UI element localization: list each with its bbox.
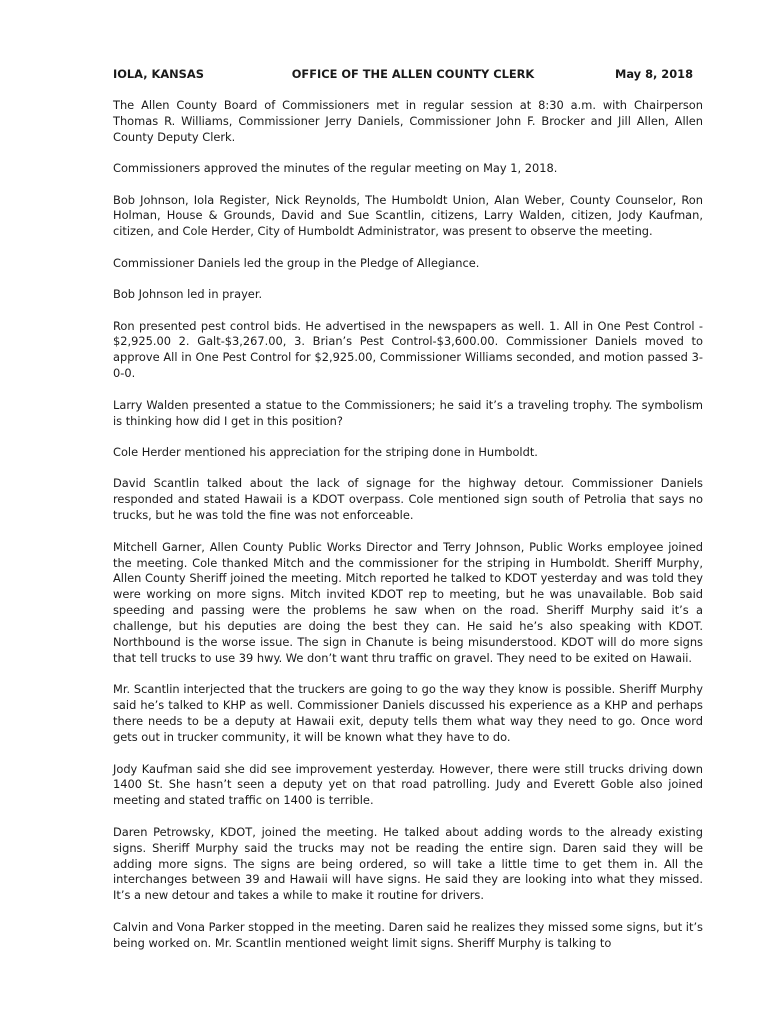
paragraph-kaufman: Jody Kaufman said she did see improvement yesterday. However, there were still trucks driving down 1400 St. She hasn’t seen a deputy yet on that road patrolling. Judy and Everett Goble also joined meeting and stated traffic on 1400 is terrible. <box>113 761 703 808</box>
paragraph-pledge: Commissioner Daniels led the group in the Pledge of Allegiance. <box>113 255 480 270</box>
header-date: May 8, 2018 <box>615 67 693 81</box>
paragraph-kdot: Daren Petrowsky, KDOT, joined the meeting. He talked about adding words to the already existing signs. Sheriff Murphy said the trucks may not be reading the entire sign. Daren said they will be adding more signs. The signs are being ordered, so will take a little time to get them in. All the interchanges between 39 and Hawaii will have signs. He said they are looking into what they missed. It’s a new detour and takes a while to make it routine for drivers. <box>113 824 703 903</box>
paragraph-pest-control: Ron presented pest control bids. He advertised in the newspapers as well. 1. All in One Pest Control - $2,925.00 2. Galt-$3,267.00, 3. Brian’s Pest Control-$3,600.00. Commissioner Daniels moved to approve All in One Pest Control for $2,925.00, Commissioner Williams seconded, and motion passed 3-0-0. <box>113 318 703 381</box>
header-office: OFFICE OF THE ALLEN COUNTY CLERK <box>291 67 535 81</box>
paragraph-striping: Cole Herder mentioned his appreciation for the striping done in Humboldt. <box>113 445 538 459</box>
paragraph-observers: Bob Johnson, Iola Register, Nick Reynolds, The Humboldt Union, Alan Weber, County Counselor, Ron Holman, House & Grounds, David and Sue Scantlin, citizens, Larry Walden, citizen, Jody Kaufman, citizen, and Cole Herder, City of Humboldt Administrator, was present to observe the meeting. <box>113 192 703 239</box>
document-header <box>113 67 703 83</box>
header-location: IOLA, KANSAS <box>113 67 204 81</box>
paragraph-prayer: Bob Johnson led in prayer. <box>113 287 263 302</box>
document-page <box>113 67 703 967</box>
document-body <box>113 98 703 952</box>
paragraph-parker: Calvin and Vona Parker stopped in the meeting. Daren said he realizes they missed some signs, but it’s being worked on. Mr. Scantlin mentioned weight limit signs. Sheriff Murphy is talking to <box>113 919 703 950</box>
paragraph-scantlin: Mr. Scantlin interjected that the truckers are going to go the way they know is possible. Sheriff Murphy said he’s talked to KHP as well. Commissioner Daniels discussed his experience as a KHP and perhaps there needs to be a deputy at Hawaii exit, deputy tells them what way they need to go. Once word gets out in trucker community, it will be known what they have to do. <box>113 682 703 745</box>
paragraph-statue: Larry Walden presented a statue to the Commissioners; he said it’s a traveling trophy. The symbolism is thinking how did I get in this position? <box>113 397 703 428</box>
paragraph-detour-signage: David Scantlin talked about the lack of signage for the highway detour. Commissioner Daniels responded and stated Hawaii is a KDOT overpass. Cole mentioned sign south of Petrolia that says no trucks, but he was told the fine was not enforceable. <box>113 476 703 523</box>
paragraph-attendance: The Allen County Board of Commissioners met in regular session at 8:30 a.m. with Chairperson Thomas R. Williams, Commissioner Jerry Daniels, Commissioner John F. Brocker and Jill Allen, Allen County Deputy Clerk. <box>113 97 703 144</box>
paragraph-public-works: Mitchell Garner, Allen County Public Works Director and Terry Johnson, Public Works employee joined the meeting. Cole thanked Mitch and the commissioner for the striping in Humboldt. Sheriff Murphy, Allen County Sheriff joined the meeting. Mitch reported he talked to KDOT yesterday and was told they were working on more signs. Mitch invited KDOT rep to meeting, but he was unavailable. Bob said speeding and passing were the problems he saw when on the road. Sheriff Murphy said it’s a challenge, but his deputies are doing the best they can. He said he’s also speaking with KDOT. Northbound is the worse issue. The sign in Chanute is being misunderstood. KDOT will do more signs that tell trucks to use 39 hwy. We don’t want thru traffic on gravel. They need to be exited on Hawaii. <box>113 539 703 665</box>
paragraph-minutes: Commissioners approved the minutes of the regular meeting on May 1, 2018. <box>113 161 558 176</box>
